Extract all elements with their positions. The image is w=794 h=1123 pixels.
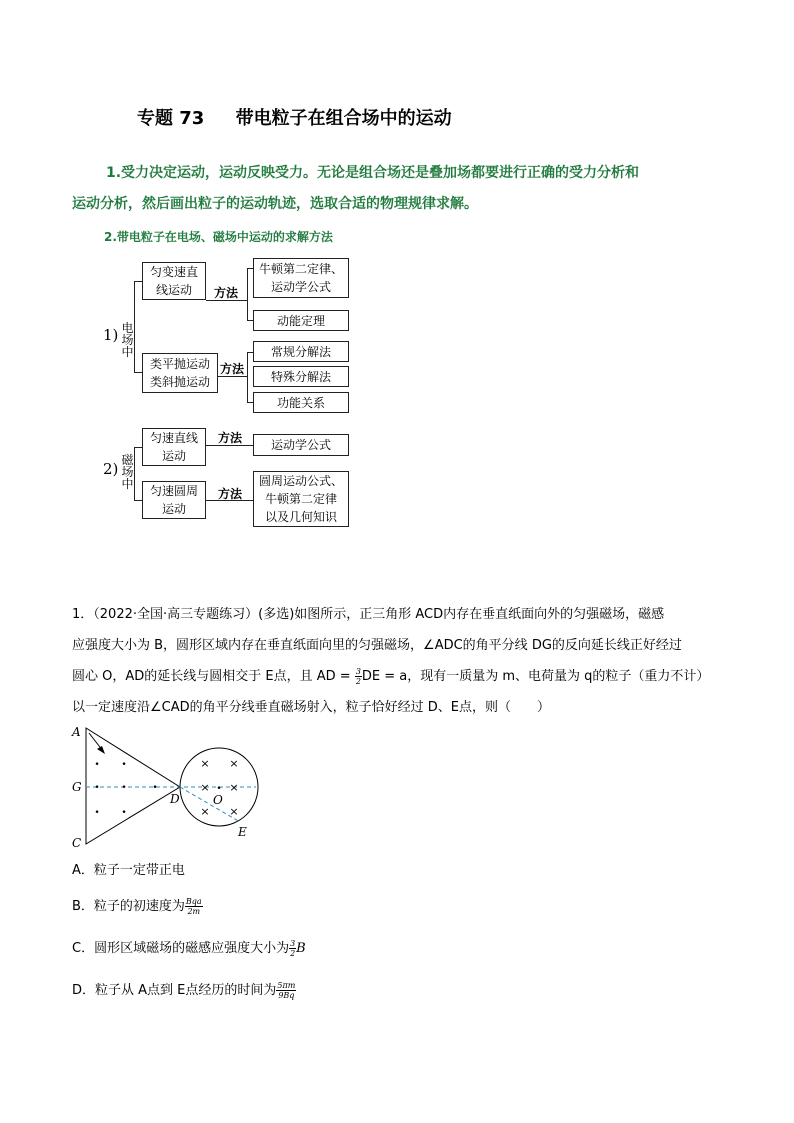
motion-uniform-circular-box bbox=[142, 481, 206, 519]
result-newton-line-2: 运动学公式 bbox=[270, 280, 331, 294]
motion-uniform-circular-line-2: 运动 bbox=[161, 502, 186, 516]
result-newton-kinematics-box bbox=[253, 258, 349, 298]
result-newton-line-1: 牛顿第二定律、 bbox=[258, 262, 343, 276]
option-d-denominator: 9Bq bbox=[278, 991, 295, 1000]
dot-7: • bbox=[121, 808, 127, 818]
section-2-label: 磁 场 中 bbox=[121, 453, 134, 491]
cross-4: × bbox=[229, 781, 239, 794]
cross-2: × bbox=[229, 757, 239, 770]
page-title: 专题 73 带电粒子在组合场中的运动 bbox=[137, 108, 452, 129]
option-b-denominator: 2m bbox=[187, 907, 201, 916]
option-b-numerator: Bqa bbox=[185, 897, 202, 906]
intro-point-1-line-1: 1.受力决定运动，运动反映受力。无论是组合场还是叠加场都要进行正确的受力分析和 bbox=[106, 165, 640, 181]
option-b-fraction bbox=[185, 897, 203, 916]
question-line-3-start: 圆心 O，AD的延长线与圆相交于 E点，且 AD = bbox=[72, 669, 355, 684]
motion-projectile-box bbox=[142, 353, 218, 393]
option-c bbox=[72, 937, 306, 958]
motion-uniform-linear-line-1: 匀速直线 bbox=[149, 431, 198, 445]
result-circular-line-1: 圆周运动公式、 bbox=[258, 474, 343, 488]
label-o: O bbox=[213, 793, 223, 807]
result-kinetic-energy-box: 动能定理 bbox=[253, 310, 349, 331]
motion-uniform-accel-line-2: 线运动 bbox=[155, 283, 192, 297]
motion-uniform-accel-box bbox=[142, 262, 206, 300]
option-b bbox=[72, 895, 203, 916]
motion-uniform-linear-line-2: 运动 bbox=[161, 449, 186, 463]
result-circular-box bbox=[253, 471, 349, 527]
option-b-text: B．粒子的初速度为 bbox=[72, 899, 185, 914]
fraction-numerator: 3 bbox=[355, 667, 361, 676]
dot-5: • bbox=[152, 783, 158, 793]
dot-4: • bbox=[121, 783, 127, 793]
cross-1: × bbox=[200, 757, 210, 770]
option-d-fraction bbox=[276, 981, 296, 1000]
question-line-3-end: DE = a，现有一质量为 m、电荷量为 q的粒子（重力不计） bbox=[361, 669, 710, 684]
option-c-denominator: 2 bbox=[290, 949, 296, 958]
result-regular-decomposition-box: 常规分解法 bbox=[253, 341, 349, 362]
motion-uniform-circular-line-1: 匀速圆周 bbox=[149, 484, 198, 498]
fraction-three-halves bbox=[355, 667, 362, 686]
motion-projectile-line-1: 类平抛运动 bbox=[149, 357, 210, 371]
label-c: C bbox=[72, 836, 82, 850]
label-g: G bbox=[72, 780, 82, 794]
result-circular-line-3: 以及几何知识 bbox=[264, 510, 337, 524]
option-c-unit: B bbox=[296, 941, 306, 956]
question-1 bbox=[72, 599, 732, 723]
result-work-energy-box: 功能关系 bbox=[253, 392, 349, 413]
dot-6: • bbox=[94, 808, 100, 818]
option-c-text: C．圆形区域磁场的磁感应强度大小为 bbox=[72, 941, 290, 956]
section-1-number: 1) bbox=[103, 326, 119, 344]
method-label-4: 方法 bbox=[218, 487, 243, 501]
out-of-page-dots bbox=[94, 760, 157, 818]
option-d bbox=[72, 979, 296, 1000]
question-line-2: 应强度大小为 B，圆形区域内存在垂直纸面向里的匀强磁场，∠ADC的角平分线 DG的反向延长线正好经过 bbox=[72, 638, 682, 653]
motion-uniform-linear-box bbox=[142, 428, 206, 466]
section-1-label: 电 场 中 bbox=[121, 321, 134, 359]
dot-2: • bbox=[121, 760, 127, 770]
intro-point-2: 2.带电粒子在电场、磁场中运动的求解方法 bbox=[104, 230, 333, 244]
result-special-decomposition-box: 特殊分解法 bbox=[253, 366, 349, 387]
cross-3: × bbox=[200, 781, 210, 794]
method-label-1: 方法 bbox=[214, 286, 239, 300]
cross-6: × bbox=[229, 805, 239, 818]
dot-1: • bbox=[94, 760, 100, 770]
label-d: D bbox=[170, 792, 180, 806]
motion-uniform-accel-line-1: 匀变速直 bbox=[149, 265, 198, 279]
method-label-3: 方法 bbox=[218, 431, 243, 445]
intro-point-1-line-2: 运动分析，然后画出粒子的运动轨迹，选取合适的物理规律求解。 bbox=[72, 196, 478, 212]
result-kinematics-box: 运动学公式 bbox=[253, 434, 349, 456]
option-d-numerator: 5πm bbox=[277, 981, 296, 990]
question-line-4: 以一定速度沿∠CAD的角平分线垂直磁场射入，粒子恰好经过 D、E点，则（ ） bbox=[72, 700, 550, 715]
fraction-denominator: 2 bbox=[355, 677, 361, 686]
option-d-text: D．粒子从 A点到 E点经历的时间为 bbox=[72, 983, 277, 998]
option-a: A．粒子一定带正电 bbox=[72, 863, 185, 878]
dot-3: • bbox=[94, 783, 100, 793]
question-line-1: 1．（2022·全国·高三专题练习）(多选)如图所示，正三角形 ACD内存在垂直纸面向外的匀强磁场，磁感 bbox=[72, 607, 665, 622]
motion-projectile-line-2: 类斜抛运动 bbox=[149, 375, 210, 389]
label-e: E bbox=[238, 825, 247, 839]
physics-figure bbox=[68, 723, 268, 851]
center-dot: • bbox=[216, 784, 222, 794]
equilateral-triangle bbox=[86, 728, 180, 844]
method-label-2: 方法 bbox=[220, 362, 245, 376]
cross-5: × bbox=[200, 805, 210, 818]
option-c-numerator: 3 bbox=[290, 939, 296, 948]
question-line-3 bbox=[72, 661, 732, 692]
velocity-arrowhead bbox=[97, 746, 105, 754]
result-circular-line-2: 牛顿第二定律 bbox=[264, 492, 337, 506]
section-2-number: 2) bbox=[103, 460, 119, 478]
label-a: A bbox=[72, 725, 81, 739]
